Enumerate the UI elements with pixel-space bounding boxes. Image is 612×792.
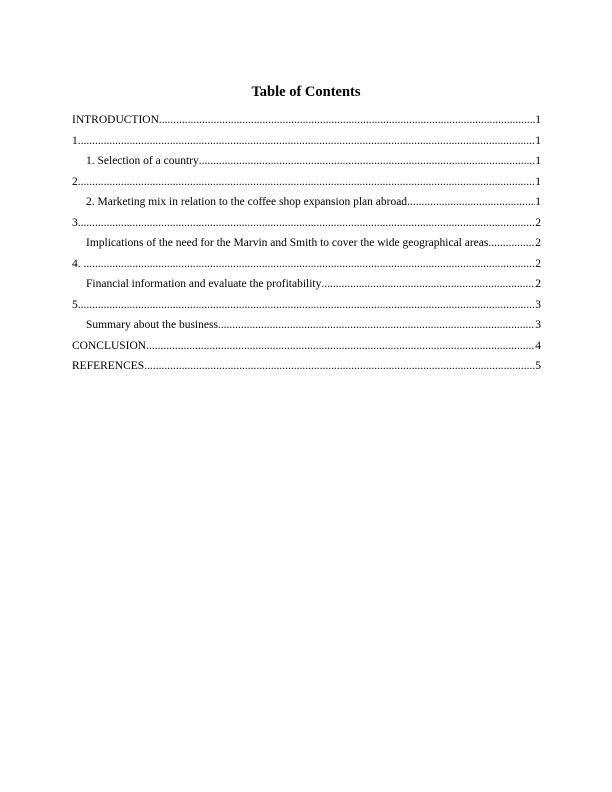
toc-leader-dots bbox=[407, 195, 535, 209]
toc-leader-dots bbox=[78, 216, 536, 230]
toc-entry-text: Financial information and evaluate the profitability bbox=[86, 278, 322, 290]
toc-entry-text: INTRODUCTION bbox=[72, 114, 159, 126]
toc-leader-dots bbox=[218, 318, 535, 332]
toc-leader-dots bbox=[144, 359, 535, 373]
toc-leader-dots bbox=[321, 277, 535, 291]
toc-leader-dots bbox=[78, 134, 536, 148]
toc-page-number: 1 bbox=[535, 155, 541, 167]
toc-entry-text: Implications of the need for the Marvin and Smith to cover the wide geographical areas bbox=[86, 237, 489, 249]
toc-entry-section-5[interactable] bbox=[72, 298, 541, 319]
toc-page-number: 1 bbox=[535, 134, 541, 147]
toc-page-number: 2 bbox=[535, 257, 541, 270]
toc-leader-dots bbox=[488, 236, 535, 250]
toc-entry-section-4[interactable] bbox=[72, 257, 541, 278]
toc-page-number: 4 bbox=[535, 339, 541, 352]
toc-entry-summary-business[interactable] bbox=[72, 318, 541, 339]
toc-entry-text: 2. Marketing mix in relation to the coffee shop expansion plan abroad bbox=[86, 196, 408, 208]
toc-leader-dots bbox=[146, 339, 535, 353]
toc-entry-financial-information[interactable] bbox=[72, 277, 541, 298]
toc-page-number: 2 bbox=[535, 237, 541, 249]
toc-leader-dots bbox=[78, 175, 536, 189]
toc-entry-implications[interactable] bbox=[72, 236, 541, 257]
toc-page-number: 2 bbox=[535, 278, 541, 290]
toc-page-number: 1 bbox=[535, 175, 541, 188]
toc-entry-text: REFERENCES bbox=[72, 360, 145, 372]
toc-page-number: 5 bbox=[535, 360, 541, 372]
toc-leader-dots bbox=[84, 257, 536, 271]
toc-entry-text: 2 bbox=[72, 175, 78, 188]
toc-entry-section-3[interactable] bbox=[72, 216, 541, 237]
toc-entry-marketing-mix[interactable] bbox=[72, 195, 541, 216]
toc-title: Table of Contents bbox=[251, 84, 361, 100]
toc-entry-section-1[interactable] bbox=[72, 134, 541, 155]
toc-entry-text: 1. Selection of a country bbox=[86, 155, 199, 167]
toc-page-number: 3 bbox=[535, 298, 541, 311]
toc-leader-dots bbox=[199, 154, 536, 168]
toc-entry-text: 1 bbox=[72, 134, 78, 147]
toc-entry-text: Summary about the business bbox=[86, 319, 218, 331]
toc-page-number: 1 bbox=[535, 114, 541, 126]
toc-entry-text: 5 bbox=[72, 298, 78, 311]
toc-entry-conclusion[interactable] bbox=[72, 339, 541, 360]
toc-leader-dots bbox=[159, 113, 535, 127]
toc-leader-dots bbox=[78, 298, 536, 312]
toc-page-number: 2 bbox=[535, 216, 541, 229]
toc-page-number: 3 bbox=[535, 319, 541, 331]
toc-entry-text: CONCLUSION bbox=[72, 339, 147, 352]
toc-entry-selection-of-country[interactable] bbox=[72, 154, 541, 175]
toc-entry-introduction[interactable] bbox=[72, 113, 541, 134]
toc-list bbox=[72, 113, 541, 380]
toc-entry-section-2[interactable] bbox=[72, 175, 541, 196]
toc-entry-references[interactable] bbox=[72, 359, 541, 380]
toc-page-number: 1 bbox=[535, 196, 541, 208]
toc-entry-text: 3 bbox=[72, 216, 78, 229]
toc-entry-text: 4. bbox=[72, 257, 84, 270]
